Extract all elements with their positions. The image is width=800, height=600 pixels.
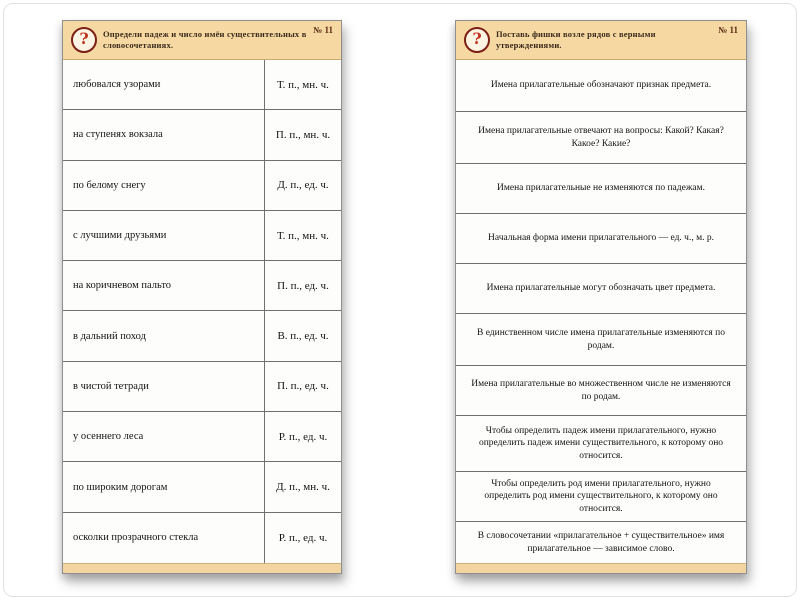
- answer-cell: В. п., ед. ч.: [277, 330, 329, 343]
- phrase-cell: в чистой тетради: [63, 362, 265, 411]
- phrase-cell: на коричневом пальто: [63, 261, 265, 310]
- statement-row: Имена прилагательные обозначают признак предмета.: [456, 60, 746, 112]
- card-nouns-case-number: [62, 20, 342, 574]
- answer-cell: Т. п., мн. ч.: [277, 78, 329, 91]
- statement-row: Чтобы определить род имени прилагательного, нужно определить род имени существительного, к которому оно относится.: [456, 472, 746, 522]
- card-adjective-statements: [455, 20, 747, 574]
- card-footer-band: [456, 563, 746, 573]
- table-row: [63, 110, 341, 160]
- phrase-cell: с лучшими друзьями: [63, 211, 265, 260]
- statement-row: Чтобы определить падеж имени прилагательного, нужно определить падеж имени существительного, к которому оно относится.: [456, 416, 746, 472]
- card-title: Поставь фишки возле рядов с верными утверждениями.: [496, 29, 656, 50]
- answer-cell: Т. п., мн. ч.: [277, 229, 329, 242]
- phrase-cell: осколки прозрачного стекла: [63, 513, 265, 563]
- table-row: [63, 362, 341, 412]
- answer-cell: П. п., ед. ч.: [277, 380, 329, 393]
- statement-row: Имена прилагательные во множественном числе не изменяются по родам.: [456, 366, 746, 416]
- phrase-cell: по белому снегу: [63, 161, 265, 210]
- phrase-cell: по широким дорогам: [63, 462, 265, 511]
- answer-cell: П. п., ед. ч.: [277, 279, 329, 292]
- phrase-cell: любовался узорами: [63, 60, 265, 109]
- table-row: [63, 311, 341, 361]
- table-row: [63, 462, 341, 512]
- statement-row: Имена прилагательные могут обозначать цвет предмета.: [456, 264, 746, 314]
- answer-cell: Р. п., ед. ч.: [278, 430, 328, 443]
- card-header: [456, 21, 746, 60]
- card-title: Определи падеж и число имён существительных в словосочетаниях.: [103, 29, 307, 50]
- table-row: [63, 513, 341, 563]
- table-row: [63, 412, 341, 462]
- table-row: [63, 161, 341, 211]
- table-row: [63, 60, 341, 110]
- card-number-badge: № 11: [313, 25, 333, 35]
- card-number-badge: № 11: [718, 25, 738, 35]
- statement-row: Имена прилагательные не изменяются по падежам.: [456, 164, 746, 214]
- table-row: [63, 261, 341, 311]
- card-header: [63, 21, 341, 60]
- noun-phrases-table: [63, 60, 341, 563]
- card-footer-band: [63, 563, 341, 573]
- answer-cell: П. п., мн. ч.: [275, 128, 331, 141]
- statement-row: В единственном числе имена прилагательные изменяются по родам.: [456, 314, 746, 366]
- statement-row: В словосочетании «прилагательное + существительное» имя прилагательное — зависимое слово.: [477, 531, 725, 554]
- phrase-cell: на ступенях вокзала: [63, 110, 265, 159]
- question-mark-logo-icon: ?: [464, 27, 490, 53]
- table-row: [63, 211, 341, 261]
- phrase-cell: в дальний поход: [63, 311, 265, 360]
- statement-row: Имена прилагательные отвечают на вопросы: Какой? Какая? Какое? Какие?: [456, 112, 746, 164]
- question-mark-logo-icon: ?: [71, 27, 97, 53]
- phrase-cell: у осеннего леса: [63, 412, 265, 461]
- answer-cell: Р. п., ед. ч.: [278, 531, 328, 544]
- answer-cell: Д. п., ед. ч.: [277, 179, 329, 192]
- answer-cell: Д. п., мн. ч.: [276, 481, 330, 494]
- statement-row: Начальная форма имени прилагательного — ед. ч., м. р.: [456, 214, 746, 264]
- statements-list: [456, 60, 746, 563]
